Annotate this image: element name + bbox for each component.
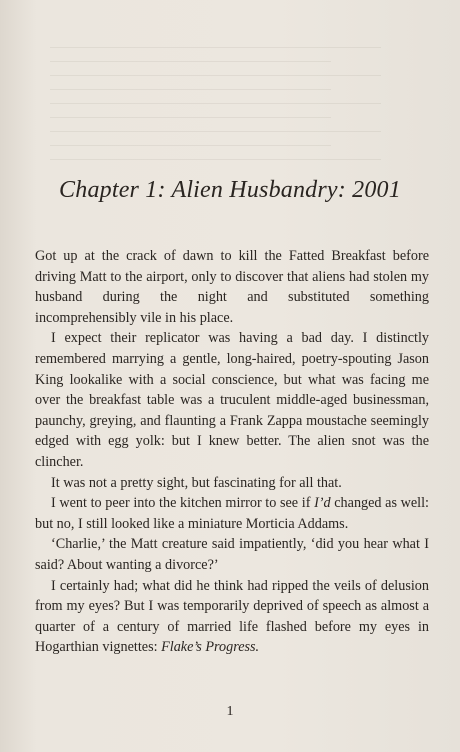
emphasis-title: Flake’s Progress.: [161, 639, 260, 656]
body-text: [35, 246, 429, 658]
paragraph-1: Got up at the crack of dawn to kill the Fatted Breakfast before driving Matt to the airport, only to discover that aliens had stolen my husband during the night and substituted something incomprehensibly vile in his place.: [35, 248, 429, 326]
paragraph-6: I certainly had; what did he think had ripped the veils of delusion from my eyes? But I was temporarily deprived of speech as almost a quarter of a century of married life flashed before my eyes in Hogarthian vignettes: Flake’s Progress.: [35, 577, 429, 656]
page-number: 1: [226, 704, 234, 719]
paragraph-3: It was not a pretty sight, but fascinating for all that.: [51, 474, 342, 491]
chapter-title: Chapter 1: Alien Husbandry: 2001: [59, 177, 401, 203]
paragraph-5: ‘Charlie,’ the Matt creature said impatiently, ‘did you hear what I said? About wanting a divorce?’: [35, 536, 429, 573]
show-through-text: [50, 34, 410, 174]
paragraph-2: I expect their replicator was having a bad day. I distinctly remembered marrying a gentle, long-haired, poetry-spouting Jason King lookalike with a social conscience, but what was facing me over the breakfast table was a truculent middle-aged businessman, paunchy, greying, and flaunting a Frank Zappa moustache seemingly edged with egg yolk: but I knew better. The alien snot was the clincher.: [35, 330, 429, 470]
emphasis: I’d: [314, 495, 331, 512]
paragraph-4: I went to peer into the kitchen mirror to see if I’d changed as well: but no, I still looked like a miniature Morticia Addams.: [35, 495, 429, 532]
